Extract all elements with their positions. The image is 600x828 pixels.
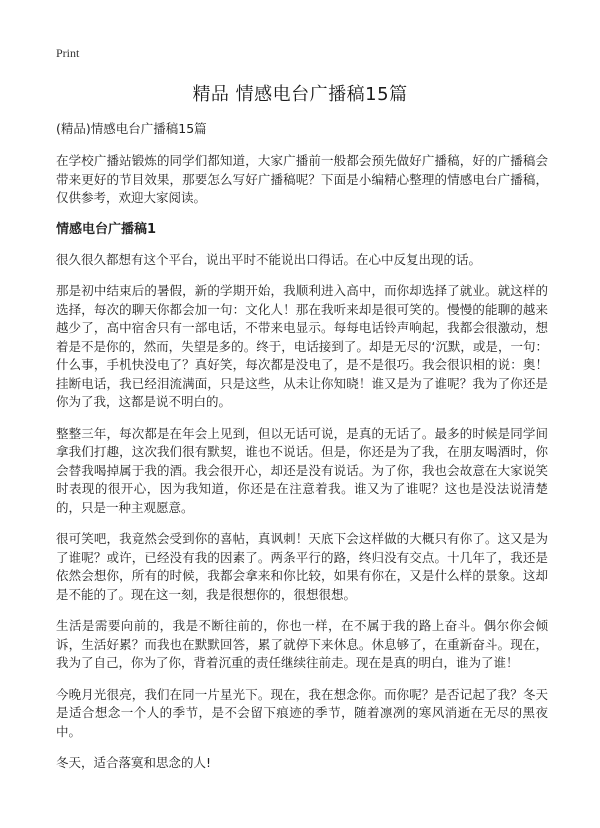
page-title: 精品 情感电台广播稿15篇 <box>192 84 408 105</box>
intro-paragraph: 在学校广播站锻炼的同学们都知道，大家广播前一般都会预先做好广播稿，好的广播稿会带来更好的节目效果，那要怎么写好广播稿呢？下面是小编精心整理的情感电台广播稿，仅供参考，欢迎大家阅读。 <box>56 153 548 205</box>
body-paragraph: 今晚月光很亮，我们在同一片星光下。现在，我在想念你。而你呢？是否记起了我？冬天是适合想念一个人的季节，是不会留下痕迹的季节，随着凛冽的寒风消逝在无尽的黑夜中。 <box>56 686 548 739</box>
body-paragraph: 整整三年，每次都是在年会上见到，但以无话可说，是真的无话了。最多的时候是同学间拿我们打趣，这次我们很有默契，谁也不说话。但是，你还是为了我，在朋友喝酒时，你会替我喝掉属于我的酒。我会很开心，却还是没有说话。为了你，我也会故意在大家说笑时表现的很开心，因为我知道，你还是在注意着我。谁又为了谁呢？这也是没法说清楚的，只是一种主观愿意。 <box>56 425 548 515</box>
article-body <box>56 120 548 786</box>
body-paragraph: 很可笑吧，我竟然会受到你的喜帖，真讽刺！天底下会这样做的大概只有你了。这又是为了谁呢？或许，已经没有我的因素了。两条平行的路，终归没有交点。十几年了，我还是依然会想你，所有的时候，我都会拿来和你比较，如果有你在，又是什么样的景象。这却是不能的了。现在这一刻，我是很想你的，很想很想。 <box>56 531 548 602</box>
body-paragraph: 很久很久都想有这个平台，说出平时不能说出口得话。在心中反复出现的话。 <box>56 251 482 267</box>
article-subtitle: (精品)情感电台广播稿15篇 <box>56 121 207 136</box>
body-paragraph: 那是初中结束后的暑假，新的学期开始，我顺利进入高中，而你却选择了就业。就这样的选择，每次的聊天你都会加一句：文化人！那在我听来却是很可笑的。慢慢的能聊的越来越少了，高中宿舍只有一部电话，不带来电显示。每每电话铃声响起，我都会很激动，想着是不是你的，然而，失望是多的。终于，电话接到了。却是无尽的‘沉默，或是，一句：什么事，手机快没电了？真好笑，每次都是没电了，是不是很巧。我会很识相的说：奥！挂断电话，我已经泪流满面，只是这些，从未让你知晓！谁又是为了谁呢？我为了你还是你为了我，这都是说不明白的。 <box>56 283 548 409</box>
section-heading: 情感电台广播稿1 <box>56 221 157 237</box>
body-paragraph: 冬天，适合落寞和思念的人! <box>56 755 212 770</box>
body-paragraph: 生活是需要向前的，我是不断往前的，你也一样，在不属于我的路上奋斗。偶尔你会倾诉，生活好累？而我也在默默回答，累了就停下来休息。休息够了，在重新奋斗。现在，我为了自己，你为了你，背着沉重的责任继续往前走。现在是真的明白，谁为了谁！ <box>56 618 548 670</box>
print-link[interactable]: Print <box>56 46 80 60</box>
